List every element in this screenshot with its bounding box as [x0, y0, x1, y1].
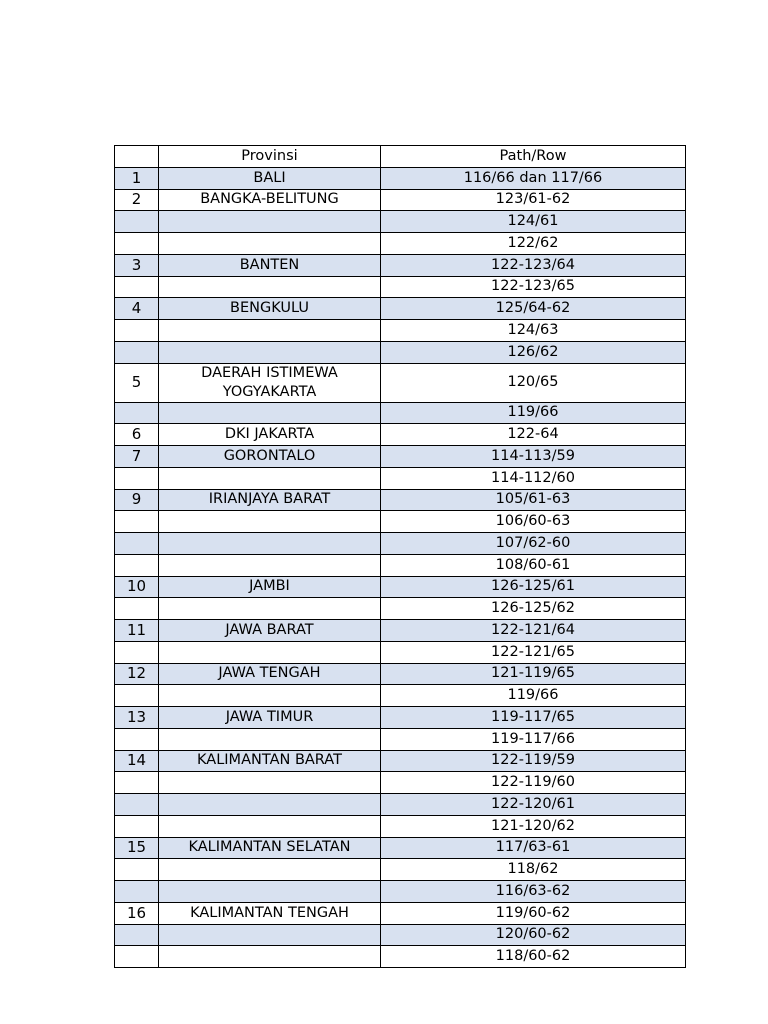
province-cell: [159, 533, 381, 555]
table-row: [115, 750, 686, 772]
row-number-cell: [115, 533, 159, 555]
path-row-cell: 116/63-62: [381, 881, 686, 903]
header-row: [115, 146, 686, 168]
header-number: [115, 146, 159, 168]
table-row: [115, 211, 686, 233]
row-number-cell: [115, 211, 159, 233]
province-cell: IRIANJAYA BARAT: [159, 489, 381, 511]
province-cell: [159, 859, 381, 881]
table-row: [115, 902, 686, 924]
row-number-cell: [115, 511, 159, 533]
path-row-cell: 119/66: [381, 685, 686, 707]
path-row-cell: 122-121/65: [381, 641, 686, 663]
province-cell: [159, 641, 381, 663]
path-row-cell: 122-123/64: [381, 254, 686, 276]
table-row: [115, 446, 686, 468]
table-row: [115, 276, 686, 298]
table-row: [115, 946, 686, 968]
table-row: [115, 554, 686, 576]
province-cell: [159, 946, 381, 968]
table-body: [115, 167, 686, 967]
path-row-cell: 126-125/61: [381, 576, 686, 598]
path-row-cell: 123/61-62: [381, 189, 686, 211]
row-number-cell: 11: [115, 620, 159, 642]
table-row: [115, 881, 686, 903]
path-row-cell: 119-117/65: [381, 707, 686, 729]
table-row: [115, 467, 686, 489]
province-cell: [159, 815, 381, 837]
province-cell: [159, 728, 381, 750]
province-cell: [159, 511, 381, 533]
path-row-cell: 114-113/59: [381, 446, 686, 468]
header-province: Provinsi: [159, 146, 381, 168]
province-cell: BANGKA-BELITUNG: [159, 189, 381, 211]
table-row: [115, 620, 686, 642]
path-row-cell: 114-112/60: [381, 467, 686, 489]
table-row: [115, 598, 686, 620]
province-cell: JAWA BARAT: [159, 620, 381, 642]
path-row-cell: 116/66 dan 117/66: [381, 167, 686, 189]
row-number-cell: 7: [115, 446, 159, 468]
table-row: [115, 815, 686, 837]
table-row: [115, 772, 686, 794]
path-row-cell: 117/63-61: [381, 837, 686, 859]
province-cell: JAWA TENGAH: [159, 663, 381, 685]
table-row: [115, 402, 686, 424]
row-number-cell: [115, 554, 159, 576]
row-number-cell: [115, 946, 159, 968]
province-cell: [159, 881, 381, 903]
path-row-cell: 118/60-62: [381, 946, 686, 968]
row-number-cell: 12: [115, 663, 159, 685]
row-number-cell: [115, 924, 159, 946]
path-row-cell: 122-119/59: [381, 750, 686, 772]
province-cell: DKI JAKARTA: [159, 424, 381, 446]
path-row-cell: 122-123/65: [381, 276, 686, 298]
path-row-cell: 121-120/62: [381, 815, 686, 837]
table-row: [115, 254, 686, 276]
province-cell: [159, 794, 381, 816]
province-cell: KALIMANTAN TENGAH: [159, 902, 381, 924]
province-cell: BALI: [159, 167, 381, 189]
row-number-cell: 1: [115, 167, 159, 189]
row-number-cell: [115, 341, 159, 363]
table-row: [115, 511, 686, 533]
province-cell: [159, 685, 381, 707]
table-row: [115, 533, 686, 555]
row-number-cell: [115, 881, 159, 903]
row-number-cell: 4: [115, 298, 159, 320]
header-path-row: Path/Row: [381, 146, 686, 168]
province-cell: [159, 341, 381, 363]
path-row-cell: 124/61: [381, 211, 686, 233]
table-row: [115, 728, 686, 750]
table-row: [115, 837, 686, 859]
province-cell: KALIMANTAN BARAT: [159, 750, 381, 772]
path-row-cell: 122-121/64: [381, 620, 686, 642]
row-number-cell: [115, 728, 159, 750]
province-cell: [159, 467, 381, 489]
path-row-cell: 119/66: [381, 402, 686, 424]
table-row: [115, 707, 686, 729]
row-number-cell: 15: [115, 837, 159, 859]
row-number-cell: 13: [115, 707, 159, 729]
row-number-cell: 5: [115, 363, 159, 402]
path-row-cell: 126/62: [381, 341, 686, 363]
province-cell: [159, 320, 381, 342]
province-cell: KALIMANTAN SELATAN: [159, 837, 381, 859]
province-cell: [159, 598, 381, 620]
row-number-cell: 3: [115, 254, 159, 276]
table-row: [115, 576, 686, 598]
province-path-row-table: [114, 145, 686, 968]
path-row-cell: 126-125/62: [381, 598, 686, 620]
path-row-cell: 122-64: [381, 424, 686, 446]
row-number-cell: [115, 772, 159, 794]
path-row-cell: 124/63: [381, 320, 686, 342]
table-row: [115, 424, 686, 446]
province-cell: BENGKULU: [159, 298, 381, 320]
row-number-cell: [115, 815, 159, 837]
table-row: [115, 320, 686, 342]
path-row-cell: 119/60-62: [381, 902, 686, 924]
path-row-cell: 122-119/60: [381, 772, 686, 794]
row-number-cell: 14: [115, 750, 159, 772]
table-row: [115, 363, 686, 402]
province-cell: [159, 402, 381, 424]
table-row: [115, 641, 686, 663]
path-row-cell: 120/65: [381, 363, 686, 402]
row-number-cell: [115, 794, 159, 816]
province-cell: BANTEN: [159, 254, 381, 276]
path-row-cell: 107/62-60: [381, 533, 686, 555]
row-number-cell: [115, 598, 159, 620]
path-row-cell: 125/64-62: [381, 298, 686, 320]
province-cell: [159, 554, 381, 576]
table-row: [115, 924, 686, 946]
path-row-cell: 121-119/65: [381, 663, 686, 685]
path-row-cell: 105/61-63: [381, 489, 686, 511]
row-number-cell: [115, 233, 159, 255]
row-number-cell: 16: [115, 902, 159, 924]
table-row: [115, 298, 686, 320]
table-row: [115, 167, 686, 189]
table-header: [115, 146, 686, 168]
row-number-cell: 2: [115, 189, 159, 211]
province-cell: DAERAH ISTIMEWA YOGYAKARTA: [159, 363, 381, 402]
province-cell: [159, 772, 381, 794]
path-row-cell: 119-117/66: [381, 728, 686, 750]
province-cell: GORONTALO: [159, 446, 381, 468]
row-number-cell: [115, 859, 159, 881]
table-row: [115, 663, 686, 685]
row-number-cell: 9: [115, 489, 159, 511]
row-number-cell: [115, 320, 159, 342]
row-number-cell: [115, 685, 159, 707]
row-number-cell: 6: [115, 424, 159, 446]
table-row: [115, 489, 686, 511]
table-row: [115, 685, 686, 707]
province-cell: [159, 233, 381, 255]
path-row-cell: 106/60-63: [381, 511, 686, 533]
path-row-cell: 118/62: [381, 859, 686, 881]
province-cell: [159, 276, 381, 298]
path-row-cell: 122/62: [381, 233, 686, 255]
province-cell: JAMBI: [159, 576, 381, 598]
path-row-cell: 120/60-62: [381, 924, 686, 946]
path-row-cell: 108/60-61: [381, 554, 686, 576]
table-row: [115, 233, 686, 255]
table-row: [115, 341, 686, 363]
row-number-cell: [115, 641, 159, 663]
table-row: [115, 859, 686, 881]
row-number-cell: [115, 276, 159, 298]
table-row: [115, 794, 686, 816]
province-cell: JAWA TIMUR: [159, 707, 381, 729]
row-number-cell: [115, 467, 159, 489]
province-cell: [159, 211, 381, 233]
province-cell: [159, 924, 381, 946]
table-row: [115, 189, 686, 211]
row-number-cell: 10: [115, 576, 159, 598]
path-row-cell: 122-120/61: [381, 794, 686, 816]
row-number-cell: [115, 402, 159, 424]
